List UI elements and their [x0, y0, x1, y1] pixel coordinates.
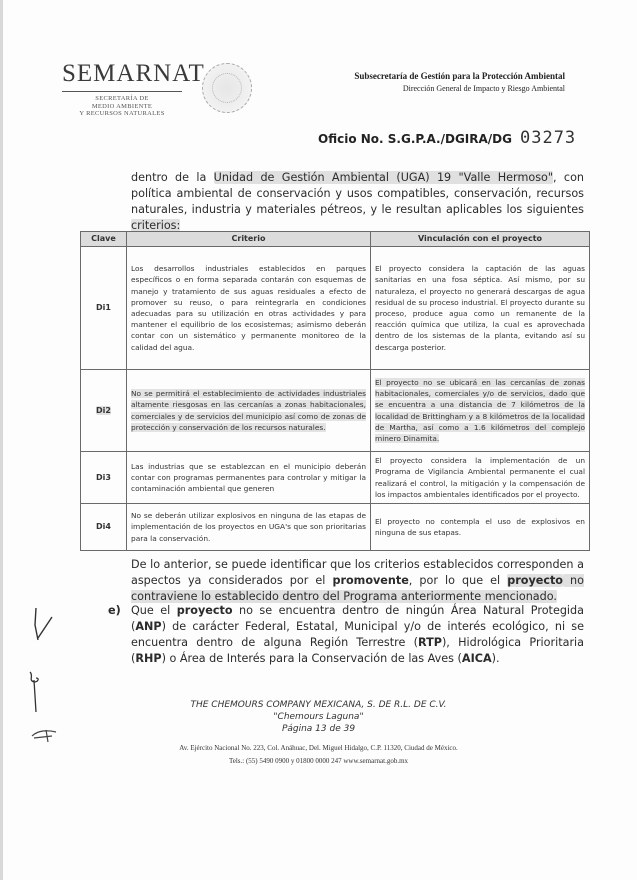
- criterio-cell: No se deberán utilizar explosivos en ninguna de las etapas de implementación de los proyectos en UGA's que son prioritarias para la conservación.: [127, 504, 371, 551]
- page-number: Página 13 de 39: [281, 724, 356, 734]
- logo-subtitle-line: MEDIO AMBIENTE: [91, 102, 153, 110]
- contact-text: Tels.: (55) 5490 0900 y 01800 0000 247 www.semarnat.gob.mx: [228, 757, 409, 765]
- vinculacion-cell: El proyecto considera la implementación de un Programa de Vigilancia Ambiental permanente el cual realizará el control, la mitigación y la compensación de los impactos ambientales identificados por el proyecto.: [371, 452, 590, 504]
- item-marker: e): [108, 604, 121, 617]
- footer-address-block: [0, 742, 637, 768]
- table-row: [81, 247, 590, 370]
- coat-of-arms-seal-icon: [202, 63, 252, 113]
- vinculacion-cell: El proyecto no contempla el uso de explosivos en ninguna de sus etapas.: [371, 504, 590, 551]
- clave-cell: Di1: [81, 247, 127, 370]
- intro-text: , con política ambiental de conservación y usos compatibles, conservación, recursos naturales, industria y materiales pétreos, y le resultan aplicables los siguientes: [131, 171, 585, 216]
- logo-divider: [62, 91, 182, 92]
- criterio-cell: Las industrias que se establezcan en el municipio deberán contar con programas permanentes para controlar y mitigar la contaminación ambiental que generen: [127, 452, 371, 504]
- handwritten-initial-1-icon: [30, 605, 60, 645]
- clave-cell: Di4: [81, 504, 127, 551]
- oficio-reference: [318, 128, 576, 148]
- bold-term: RTP: [417, 636, 442, 649]
- oficio-label: Oficio No. S.G.P.A./DGIRA/DG: [318, 132, 512, 146]
- handwritten-initial-3-icon: [30, 724, 62, 744]
- criterio-cell: Los desarrollos industriales establecidos en parques específicos o en forma separada contarán con esquemas de manejo y tratamiento de sus aguas residuales a efecto de promover su reuso, o para reintegrarla en condiciones adecuadas para su utilización en otras actividades y para mantener el equilibrio de los ecosistemas; asimismo deberán contar con un sistemático y permanente monitoreo de la calidad del agua.: [127, 247, 371, 370]
- conclusion-text: , por lo que el: [408, 574, 508, 587]
- criterios-highlight: criterios:: [131, 219, 181, 232]
- bold-term: AICA: [461, 652, 492, 665]
- conclusion-paragraph: [131, 557, 584, 605]
- table-header-row: [81, 232, 590, 247]
- header-criterio: Criterio: [127, 232, 371, 247]
- bold-term: RHP: [135, 652, 162, 665]
- item-text: ).: [491, 652, 500, 665]
- subsecretaria-text: Subsecretaría de Gestión para la Protección Ambiental: [354, 71, 565, 81]
- handwritten-initial-2-icon: [24, 668, 48, 718]
- uga-highlight: Unidad de Gestión Ambiental (UGA) 19 "Valle Hermoso": [213, 171, 554, 184]
- bold-term: ANP: [135, 620, 162, 633]
- conclusion-text: De lo anterior, se puede identificar que los criterios establecidos corresponden a aspectos ya considerados por el: [131, 558, 584, 587]
- vinculacion-highlight: El proyecto no se ubicará en las cercanías de zonas habitacionales, comerciales y/o de servicios, dado que se encuentra a una distancia de 7 kilómetros de la localidad de Brittingham y a 8 kilómetros de la localidad de Martha, así como a 1.6 kilómetros del complejo minero Dinamita.: [375, 377, 585, 443]
- logo-subtitle-line: SECRETARÍA DE: [95, 95, 149, 102]
- logo-subtitle-line: Y RECURSOS NATURALES: [79, 110, 165, 117]
- vinculacion-cell: [371, 370, 590, 452]
- address-text: Av. Ejército Nacional No. 223, Col. Anáhuac, Del. Miguel Hidalgo, C.P. 11320, Ciudad de México.: [179, 744, 458, 752]
- company-name: THE CHEMOURS COMPANY MEXICANA, S. DE R.L. DE C.V.: [190, 700, 447, 710]
- intro-paragraph: [131, 170, 584, 234]
- item-e-text: [131, 603, 584, 667]
- table-row: [81, 504, 590, 551]
- intro-text: dentro de la: [131, 171, 214, 184]
- conclusion-highlight: no contraviene lo establecido dentro del Programa anteriormente mencionado.: [131, 574, 584, 603]
- semarnat-logo: SEMARNAT: [62, 60, 205, 87]
- footer-company-block: [0, 699, 637, 735]
- header-clave: Clave: [81, 232, 127, 247]
- oficio-number: 03273: [519, 128, 577, 148]
- item-text: ), Hidrológica Prioritaria (: [131, 636, 585, 665]
- item-text: Que el: [131, 604, 177, 617]
- item-text: no se encuentra dentro de ningún Área Natural Protegida (: [131, 604, 584, 633]
- project-name: "Chemours Laguna": [273, 712, 364, 722]
- table-row: [81, 370, 590, 452]
- criterio-highlight: No se permitirá el establecimiento de actividades industriales altamente riesgosas en las cercanías a zonas habitacionales, comerciales y de servicios del municipio así como de zonas de protección y conservación de los recursos naturales.: [131, 389, 366, 432]
- logo-subtitle: [52, 95, 192, 118]
- clave-cell: [81, 370, 127, 452]
- table-row: [81, 452, 590, 504]
- proyecto-term: proyecto: [507, 574, 563, 587]
- bold-term: proyecto: [176, 604, 233, 617]
- header-office: [354, 71, 565, 93]
- vinculacion-cell: El proyecto considera la captación de las aguas sanitarias en una fosa séptica. Así mismo, por su naturaleza, el proyecto no generará descargas de agua residual de su proceso industrial. El proyecto durante su proceso, produce agua como un remanente de la reacción química que utiliza, la cual es aprovechada dentro de los sistemas de la planta, evitando así su descarga posterior.: [371, 247, 590, 370]
- criterio-cell: [127, 370, 371, 452]
- direccion-text: Dirección General de Impacto y Riesgo Ambiental: [402, 84, 565, 93]
- header-vinculacion: Vinculación con el proyecto: [371, 232, 590, 247]
- clave-cell: Di3: [81, 452, 127, 504]
- item-e: [108, 603, 584, 667]
- clave-highlight: Di2: [96, 405, 111, 415]
- item-text: ) o Área de Interés para la Conservación de las Aves (: [161, 652, 462, 665]
- criteria-table: [80, 231, 590, 551]
- item-text: ) de carácter Federal, Estatal, Municipal y/o de interés ecológico, ni se encuentra dentro de alguna Región Terrestre (: [131, 620, 584, 649]
- promovente-term: promovente: [332, 574, 409, 587]
